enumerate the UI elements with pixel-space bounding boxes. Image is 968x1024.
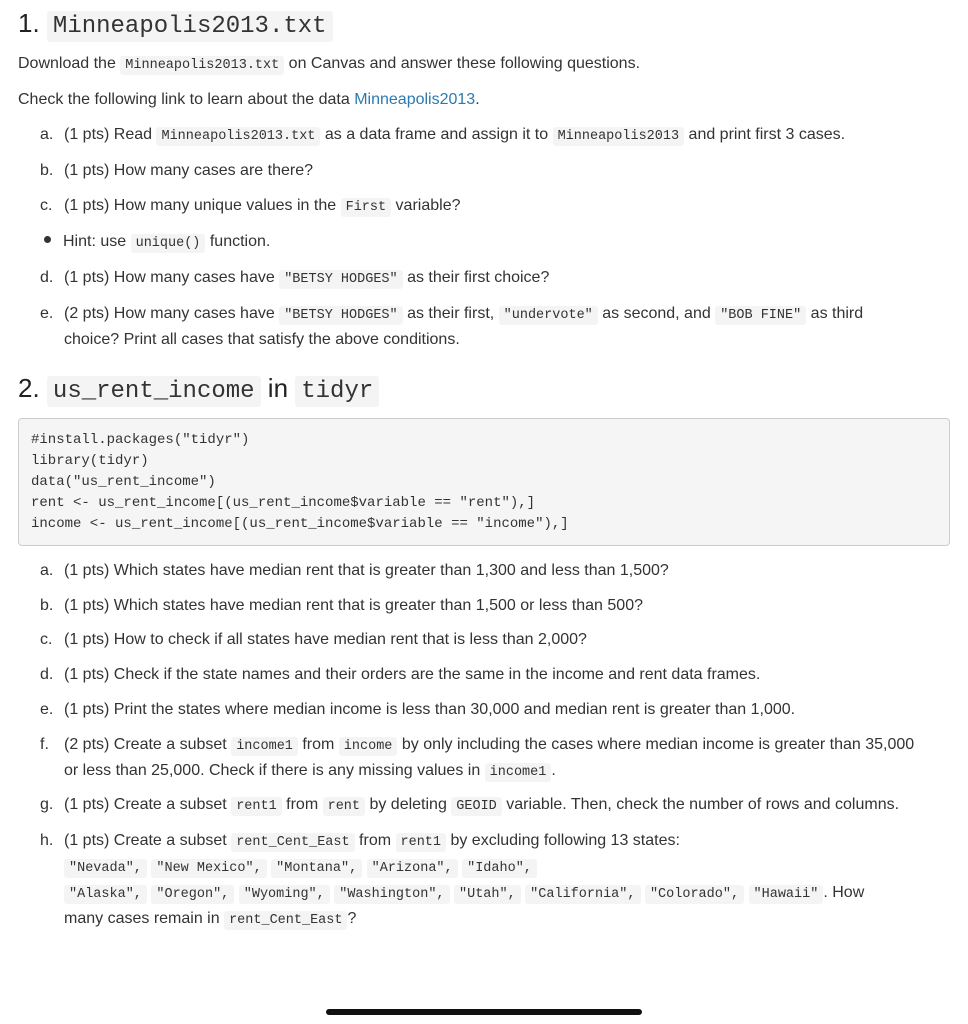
text: as their first,	[402, 305, 499, 322]
item-line-4	[40, 907, 945, 933]
item-label: h.	[40, 832, 54, 849]
text: . How	[823, 884, 865, 901]
text: from	[354, 832, 396, 849]
section-number: 1.	[18, 8, 40, 38]
section-2-heading	[18, 373, 379, 405]
minneapolis2013-link[interactable]: Minneapolis2013	[354, 91, 476, 108]
state-name-code: "Washington",	[334, 885, 449, 904]
state-name-code: "Utah",	[454, 885, 521, 904]
text: .	[551, 762, 556, 779]
r-code-block: #install.packages("tidyr") library(tidyr) data("us_rent_income") rent <- us_rent_income[(us_rent_income$variable == "rent"),] income <- us_rent_income[(us_rent_income$variable == "income"),]	[18, 418, 950, 546]
text: Check the following link to learn about the data	[18, 91, 355, 108]
text: .	[475, 91, 480, 108]
question-1b	[40, 159, 945, 183]
text: (1 pts) Which states have median rent that is greater than 1,500 or less than 500?	[64, 597, 643, 614]
intro-paragraph	[18, 55, 640, 73]
state-name-code: "New Mexico",	[151, 859, 266, 878]
text: from	[281, 796, 323, 813]
text: or less than 25,000. Check if there is any missing values in	[64, 762, 485, 779]
text: (1 pts) Create a subset	[64, 796, 232, 813]
item-label: e.	[40, 701, 54, 718]
question-2e	[40, 698, 945, 722]
inline-code: income1	[485, 763, 552, 782]
question-2f	[40, 733, 945, 785]
text: ?	[347, 910, 357, 927]
text: (1 pts) How many unique values in the	[64, 197, 341, 214]
inline-code: rent_Cent_East	[224, 911, 347, 930]
state-name-code: "Hawaii"	[749, 885, 824, 904]
text: by excluding following 13 states:	[446, 832, 680, 849]
inline-code: rent1	[396, 833, 447, 852]
text: (1 pts) Read	[64, 126, 157, 143]
inline-code: rent	[323, 797, 365, 816]
text: function.	[205, 233, 271, 250]
text: (1 pts) Check if the state names and their orders are the same in the income and rent data frames.	[64, 666, 761, 683]
states-list-line-1	[40, 855, 945, 881]
text: (1 pts) How to check if all states have median rent that is less than 2,000?	[64, 631, 587, 648]
item-label: a.	[40, 126, 54, 143]
text: variable?	[391, 197, 461, 214]
item-line-2	[40, 759, 945, 785]
state-name-code: "Alaska",	[64, 885, 147, 904]
text: (1 pts) Which states have median rent that is greater than 1,300 and less than 1,500?	[64, 562, 669, 579]
text: (1 pts) Print the states where median income is less than 30,000 and median rent is greater than 1,000.	[64, 701, 796, 718]
inline-code: Minneapolis2013.txt	[120, 56, 284, 75]
inline-code: "BOB FINE"	[715, 306, 806, 325]
question-1a	[40, 123, 945, 149]
item-label: b.	[40, 162, 54, 179]
item-label: d.	[40, 269, 54, 286]
inline-code: rent_Cent_East	[231, 833, 354, 852]
question-2d	[40, 663, 945, 687]
inline-code: "undervote"	[499, 306, 598, 325]
text: by only including the cases where median income is greater than 35,000	[397, 736, 915, 753]
question-2g	[40, 793, 945, 819]
section-number: 2.	[18, 373, 40, 403]
text: choice? Print all cases that satisfy the above conditions.	[64, 331, 460, 348]
item-label: c.	[40, 197, 53, 214]
question-2h	[40, 829, 945, 933]
text: (2 pts) Create a subset	[64, 736, 232, 753]
text: on Canvas and answer these following questions.	[284, 55, 641, 72]
text: and print first 3 cases.	[684, 126, 846, 143]
item-label: c.	[40, 631, 53, 648]
item-label: d.	[40, 666, 54, 683]
inline-code: "BETSY HODGES"	[279, 270, 402, 289]
item-label: e.	[40, 305, 54, 322]
item-label: g.	[40, 796, 54, 813]
text: (2 pts) How many cases have	[64, 305, 280, 322]
question-2b	[40, 594, 945, 618]
question-1e	[40, 302, 945, 352]
text: by deleting	[365, 796, 452, 813]
state-name-code: "Nevada",	[64, 859, 147, 878]
state-name-code: "Oregon",	[151, 885, 234, 904]
link-paragraph	[18, 91, 480, 109]
text: variable. Then, check the number of rows and columns.	[501, 796, 900, 813]
state-name-code: "Idaho",	[462, 859, 537, 878]
text: from	[297, 736, 339, 753]
state-name-code: "Wyoming",	[239, 885, 330, 904]
text: many cases remain in	[64, 910, 225, 927]
state-name-code: "Montana",	[271, 859, 362, 878]
question-2a	[40, 559, 945, 583]
states-list-line-2	[40, 881, 945, 907]
section-1-heading	[18, 8, 333, 40]
inline-code: rent1	[231, 797, 282, 816]
bullet-dot	[44, 236, 51, 243]
inline-code: First	[341, 198, 392, 217]
text: Hint: use	[63, 233, 131, 250]
question-2c	[40, 628, 945, 652]
inline-code: "BETSY HODGES"	[279, 306, 402, 325]
question-1d	[40, 266, 945, 292]
inline-code: GEOID	[451, 797, 502, 816]
home-indicator[interactable]	[326, 1009, 642, 1015]
heading-code: us_rent_income	[47, 376, 261, 407]
text: (1 pts) How many cases have	[64, 269, 280, 286]
text: Download the	[18, 55, 121, 72]
text: as third	[806, 305, 864, 322]
hint-bullet	[44, 230, 270, 256]
state-name-code: "California",	[525, 885, 640, 904]
inline-code: unique()	[131, 234, 206, 253]
state-name-code: "Colorado",	[645, 885, 744, 904]
item-label: f.	[40, 736, 49, 753]
text: as their first choice?	[402, 269, 550, 286]
text: (1 pts) Create a subset	[64, 832, 232, 849]
text: as a data frame and assign it to	[320, 126, 553, 143]
heading-code: tidyr	[295, 376, 379, 407]
state-name-code: "Arizona",	[367, 859, 458, 878]
inline-code: Minneapolis2013	[553, 127, 685, 146]
item-label: b.	[40, 597, 54, 614]
inline-code: Minneapolis2013.txt	[156, 127, 320, 146]
question-1c	[40, 194, 945, 220]
heading-code: Minneapolis2013.txt	[47, 11, 333, 42]
text: as second, and	[597, 305, 716, 322]
inline-code: income1	[231, 737, 298, 756]
text: in	[260, 373, 296, 403]
text: (1 pts) How many cases are there?	[64, 162, 313, 179]
item-label: a.	[40, 562, 54, 579]
inline-code: income	[339, 737, 398, 756]
